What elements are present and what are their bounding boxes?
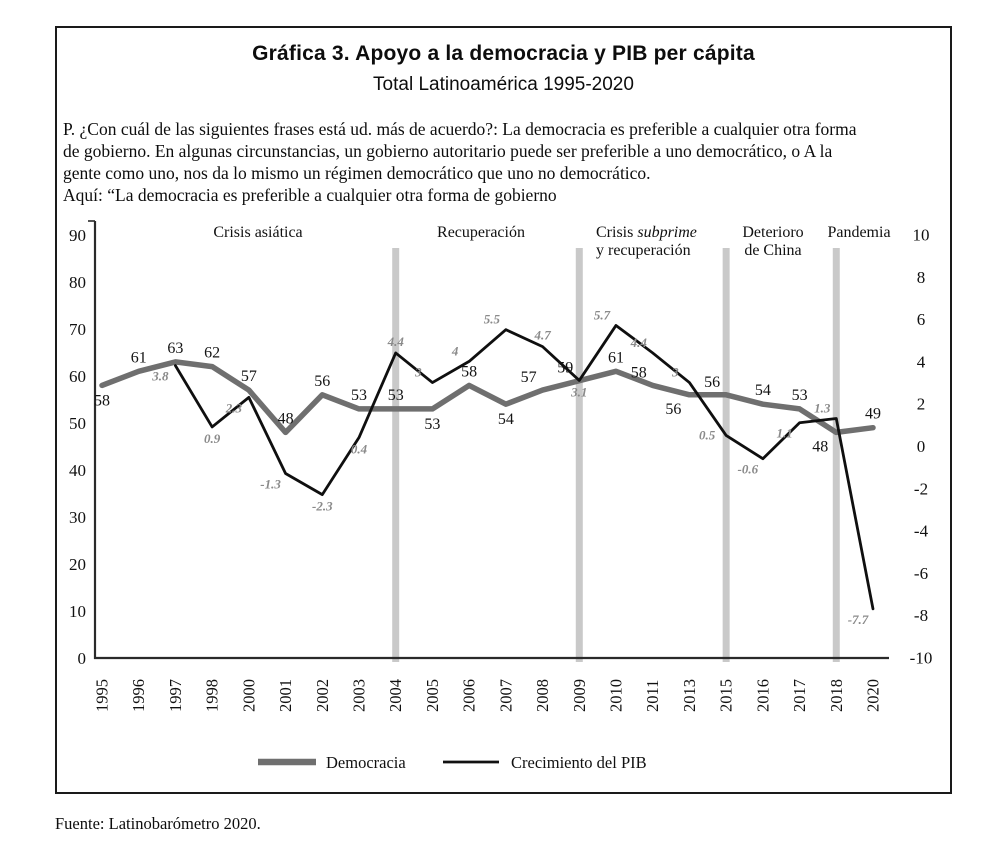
right-axis-tick-label: -4	[913, 521, 929, 541]
x-axis-year-label: 1998	[202, 679, 222, 712]
gdp-value-label: 4	[451, 343, 459, 359]
gdp-value-label: 2.3	[225, 400, 242, 416]
right-axis-tick-label: 10	[912, 225, 930, 245]
gdp-value-label: 3.1	[571, 384, 588, 400]
x-axis-year-label: 2000	[239, 679, 259, 712]
right-axis-tick-label: -8	[913, 606, 929, 626]
gdp-growth-line	[175, 325, 873, 608]
right-axis-tick-label: -2	[913, 479, 929, 499]
period-annotation: de China	[744, 242, 802, 259]
period-annotation: Recuperación	[437, 224, 525, 241]
democracy-value-label: 62	[204, 344, 221, 362]
democracy-value-label: 58	[630, 364, 647, 382]
period-annotation: Crisis subprime	[596, 224, 697, 241]
x-axis-year-label: 2004	[386, 679, 406, 712]
gdp-value-label: 5.5	[483, 311, 500, 327]
democracy-value-label: 58	[461, 363, 478, 381]
gdp-value-label: 3.8	[152, 368, 169, 384]
democracy-value-label: 54	[754, 382, 771, 400]
right-axis-tick-label: -6	[913, 563, 929, 583]
right-axis-tick-label: -10	[909, 648, 933, 668]
gdp-value-label: 4.4	[630, 334, 647, 350]
event-bar-2004	[392, 248, 399, 662]
democracy-value-label: 56	[665, 400, 682, 418]
left-axis-tick-label: 10	[69, 602, 86, 621]
democracy-value-label: 63	[167, 339, 184, 357]
gdp-value-label: 5.7	[593, 307, 611, 323]
left-axis-tick-label: 0	[77, 649, 86, 668]
democracy-value-label: 57	[520, 369, 537, 387]
event-bar-2015	[723, 248, 730, 662]
right-axis-tick-label: 0	[916, 437, 926, 456]
gdp-value-label: 1.1	[776, 425, 793, 441]
left-axis-tick-label: 30	[69, 508, 86, 527]
gdp-value-label: 4.4	[387, 333, 404, 349]
democracy-value-label: 59	[557, 359, 574, 377]
question-line: de gobierno. En algunas circunstancias, un gobierno autoritario puede ser preferible a uno democrático, o A la	[63, 141, 833, 161]
democracy-value-label: 56	[704, 373, 721, 391]
x-axis-year-label: 2002	[312, 679, 332, 712]
question-line: P. ¿Con cuál de las siguientes frases está ud. más de acuerdo?: La democracia es preferible a cualquier otra forma	[63, 119, 857, 139]
x-axis-year-label: 1995	[92, 679, 112, 712]
gdp-value-label: -2.3	[311, 498, 333, 514]
gdp-value-label: 0.9	[204, 430, 221, 446]
question-line: gente como uno, nos da lo mismo un régimen democrático que uno no democrático.	[63, 163, 651, 183]
democracy-value-label: 61	[607, 349, 624, 367]
x-axis-year-label: 2018	[826, 679, 846, 712]
left-axis-tick-label: 20	[69, 555, 86, 574]
gdp-value-label: 3	[672, 364, 679, 380]
gdp-value-label: 1.3	[814, 400, 831, 416]
x-axis-year-label: 2001	[276, 679, 296, 712]
right-axis-tick-label: 4	[916, 352, 926, 372]
x-axis-year-label: 2008	[533, 679, 553, 712]
x-axis-year-label: 2020	[863, 679, 883, 712]
legend-label: Democracia	[326, 753, 406, 772]
democracy-value-label: 54	[497, 411, 514, 429]
x-axis-year-label: 2006	[459, 679, 479, 712]
x-axis-year-label: 2011	[643, 679, 663, 712]
right-axis-tick-label: 8	[916, 267, 926, 287]
democracy-value-label: 56	[314, 372, 331, 390]
democracy-value-label: 53	[424, 415, 441, 433]
x-axis-year-label: 1996	[129, 679, 149, 712]
legend-label: Crecimiento del PIB	[511, 753, 647, 772]
democracy-value-label: 61	[130, 349, 147, 367]
period-annotation: Crisis asiática	[213, 224, 303, 241]
chart-subtitle: Total Latinoamérica 1995-2020	[373, 74, 634, 95]
x-axis-year-label: 2017	[790, 679, 810, 712]
chart-title: Gráfica 3. Apoyo a la democracia y PIB per cápita	[252, 42, 755, 65]
gdp-value-label: -1.3	[260, 476, 281, 492]
right-axis-tick-label: 6	[916, 310, 926, 330]
left-axis-tick-label: 60	[69, 367, 86, 386]
gdp-value-label: 3	[415, 364, 422, 380]
period-annotation: y recuperación	[596, 242, 691, 259]
x-axis-year-label: 2007	[496, 679, 516, 712]
x-axis-year-label: 1997	[165, 679, 185, 712]
democracy-value-label: 49	[864, 405, 881, 423]
democracy-value-label: 53	[387, 386, 404, 404]
left-axis-tick-label: 70	[69, 320, 86, 339]
gdp-value-label: 4.7	[534, 327, 551, 343]
period-annotation: Deterioro	[742, 224, 804, 241]
x-axis-year-label: 2003	[349, 679, 369, 712]
left-axis-tick-label: 50	[69, 414, 86, 433]
x-axis-year-label: 2010	[606, 679, 626, 712]
question-line: Aquí: “La democracia es preferible a cualquier otra forma de gobierno	[63, 185, 557, 205]
democracy-value-label: 58	[94, 392, 110, 410]
gdp-value-label: -0.6	[737, 461, 759, 477]
right-axis-tick-label: 2	[916, 394, 926, 414]
x-axis-year-label: 2005	[422, 679, 442, 712]
source-note: Fuente: Latinobarómetro 2020.	[55, 814, 261, 833]
x-axis-year-label: 2009	[569, 679, 589, 712]
event-bar-2009	[576, 248, 583, 662]
democracy-value-label: 48	[277, 410, 294, 428]
event-bar-2018	[833, 248, 840, 662]
x-axis-year-label: 2016	[753, 679, 773, 712]
x-axis-year-label: 2013	[679, 679, 699, 712]
x-axis-year-label: 2015	[716, 679, 736, 712]
democracy-value-label: 48	[812, 438, 829, 456]
democracy-value-label: 53	[791, 386, 808, 404]
left-axis-tick-label: 90	[69, 226, 86, 245]
period-annotation: Pandemia	[827, 224, 891, 241]
gdp-value-label: -7.7	[847, 611, 869, 627]
gdp-value-label: 0.4	[350, 441, 368, 457]
left-axis-tick-label: 80	[69, 273, 86, 292]
gdp-value-label: 0.5	[699, 427, 716, 443]
democracy-value-label: 53	[350, 386, 367, 404]
democracy-value-label: 57	[240, 368, 257, 386]
left-axis-tick-label: 40	[69, 461, 86, 480]
